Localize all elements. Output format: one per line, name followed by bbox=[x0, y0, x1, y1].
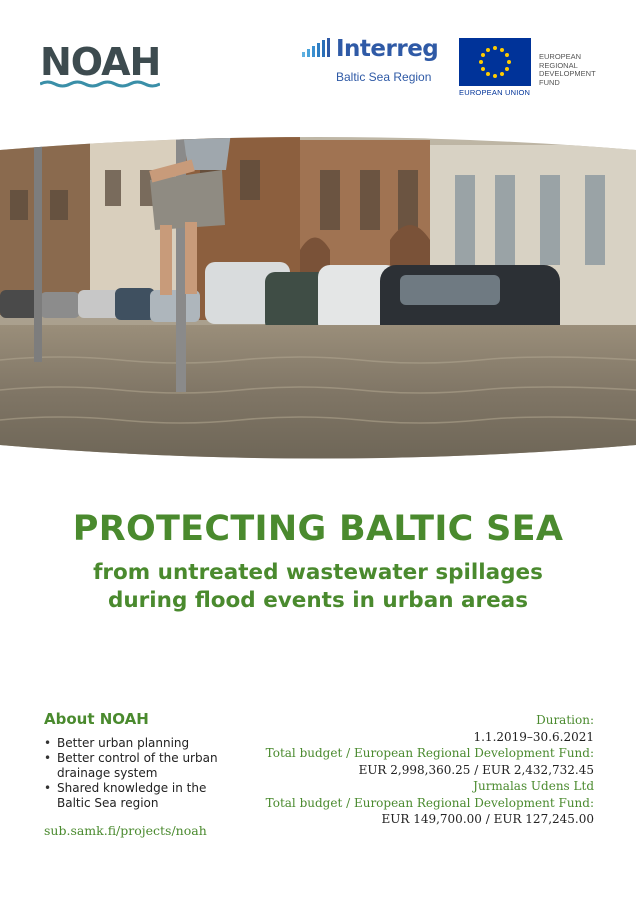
eu-flag-icon bbox=[459, 38, 531, 86]
erdf-line: DEVELOPMENT bbox=[539, 69, 596, 78]
headline-title: PROTECTING BALTIC SEA bbox=[72, 509, 564, 549]
erdf-line: FUND bbox=[539, 77, 560, 87]
about-bullet-text: Better urban planning bbox=[57, 736, 190, 750]
about-bullet-text: Shared knowledge in the bbox=[57, 781, 207, 795]
wave-icon bbox=[40, 80, 160, 88]
noah-logo bbox=[40, 40, 161, 88]
headline-subtitle-line1: from untreated wastewater spillages bbox=[93, 560, 543, 585]
flooded-street-photo bbox=[0, 130, 636, 465]
partner-budget-label: Total budget / European Regional Development Fund: bbox=[265, 795, 594, 810]
project-url-link[interactable]: sub.samk.fi/projects/noah bbox=[44, 823, 207, 838]
noah-logo-text: NOAH bbox=[40, 40, 161, 84]
eu-union-label: EUROPEAN UNION bbox=[459, 88, 531, 97]
partner-budget-value: EUR 149,700.00 / EUR 127,245.00 bbox=[381, 812, 594, 826]
about-bullet-text: drainage system bbox=[57, 766, 158, 780]
erdf-line: EUROPEAN bbox=[539, 52, 582, 61]
project-info bbox=[234, 712, 594, 828]
partner-name: Jurmalas Udens Ltd bbox=[473, 779, 594, 793]
about-title: About NOAH bbox=[44, 710, 149, 728]
budget-value: EUR 2,998,360.25 / EUR 2,432,732.45 bbox=[358, 762, 594, 777]
interreg-bars-icon bbox=[302, 38, 336, 60]
headline bbox=[0, 507, 636, 615]
duration-value: 1.1.2019–30.6.2021 bbox=[473, 729, 594, 744]
duration-label: Duration: bbox=[536, 713, 594, 727]
about-bullet-text: Better control of the urban bbox=[57, 751, 218, 765]
about-bullet-text: Baltic Sea region bbox=[57, 796, 159, 810]
interreg-logo bbox=[302, 36, 454, 92]
headline-subtitle-line2: during flood events in urban areas bbox=[107, 588, 528, 613]
erdf-text bbox=[539, 53, 619, 87]
interreg-subtitle: Baltic Sea Region bbox=[336, 70, 432, 84]
interreg-title: Interreg bbox=[336, 36, 439, 62]
budget-label: Total budget / European Regional Development Fund: bbox=[265, 746, 594, 760]
erdf-line: REGIONAL bbox=[539, 60, 578, 70]
